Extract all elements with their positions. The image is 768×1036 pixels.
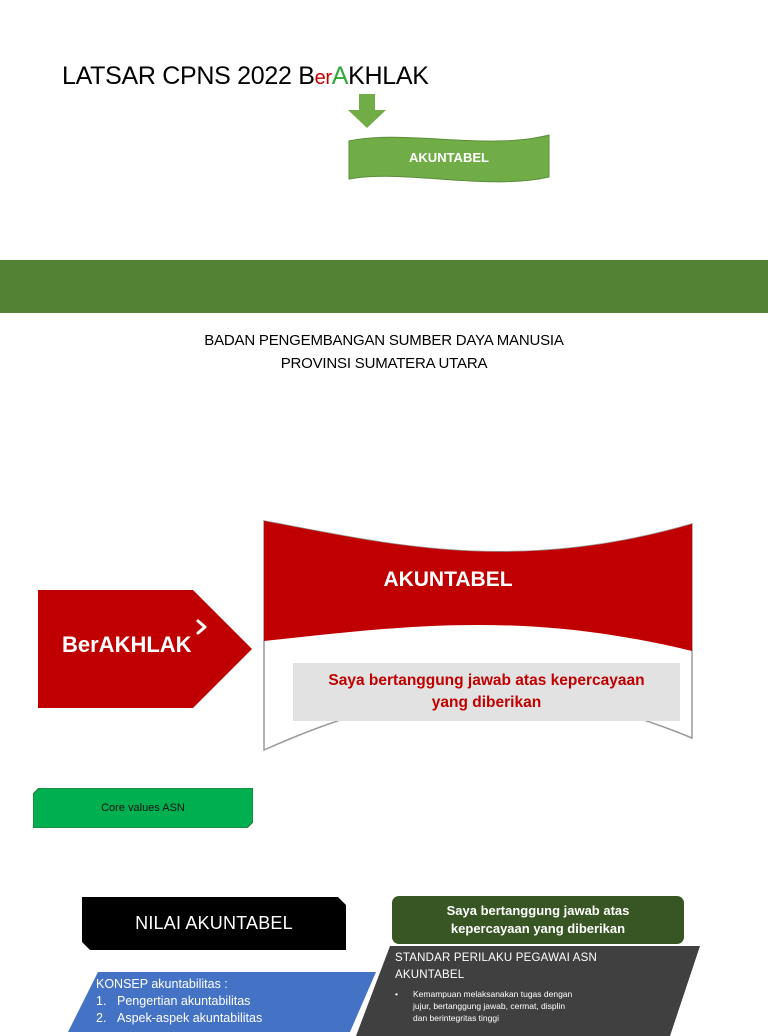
agency-line-2: PROVINSI SUMATERA UTARA — [280, 355, 488, 372]
standar-item-line-1: Kemampuan melaksanakan tugas dengan — [413, 989, 573, 999]
title-letter-a: A — [331, 62, 349, 90]
list-item — [96, 1010, 356, 1027]
bullet-icon: • — [395, 989, 398, 999]
pledge-box — [293, 663, 680, 721]
standar-item-line-2: jujur, bertanggung jawab, cermat, displin — [413, 1001, 566, 1011]
standar-title — [395, 950, 665, 984]
konsep-title: KONSEP akuntabilitas : — [96, 977, 228, 991]
green-pledge-line-1: Saya bertanggung jawab atas — [446, 903, 630, 918]
list-item — [96, 993, 356, 1010]
title-letters-er: er — [314, 67, 332, 89]
list-number: 1. — [96, 994, 107, 1008]
standar-title-line-2: AKUNTABEL — [395, 969, 465, 981]
standar-item-line-3: dan berintegritas tinggi — [413, 1013, 500, 1023]
flag-title: AKUNTABEL — [383, 568, 513, 591]
standar-title-line-1: STANDAR PERILAKU PEGAWAI ASN — [395, 952, 597, 964]
pledge-line-2: yang diberikan — [431, 694, 542, 711]
chevron-right-icon — [193, 616, 211, 638]
down-arrow-icon — [348, 94, 386, 128]
pledge-line-1: Saya bertanggung jawab atas kepercayaan — [328, 672, 645, 689]
agency-line-1: BADAN PENGEMBANGAN SUMBER DAYA MANUSIA — [204, 332, 564, 349]
nilai-akuntabel-label: NILAI AKUNTABEL — [135, 913, 293, 933]
green-pledge-line-2: kepercayaan yang diberikan — [450, 921, 626, 936]
standar-bullet-item — [395, 988, 665, 1024]
standar-text — [395, 950, 665, 1024]
akuntabel-banner-label: AKUNTABEL — [409, 149, 489, 165]
green-pledge-box — [392, 896, 684, 944]
core-values-label: Core values ASN — [101, 802, 185, 814]
page-title — [62, 62, 429, 91]
konsep-text — [96, 976, 356, 1027]
list-text: Pengertian akuntabilitas — [117, 994, 251, 1008]
title-letter-b: B — [298, 62, 315, 90]
title-prefix: LATSAR CPNS 2022 — [62, 62, 299, 90]
agency-name — [0, 329, 768, 375]
title-letters-khlak: KHLAK — [348, 62, 429, 90]
list-number: 2. — [96, 1011, 107, 1025]
green-band — [0, 260, 768, 313]
list-text: Aspek-aspek akuntabilitas — [117, 1011, 263, 1025]
berakhlak-label: BerAKHLAK — [62, 632, 192, 657]
konsep-list — [96, 993, 356, 1027]
